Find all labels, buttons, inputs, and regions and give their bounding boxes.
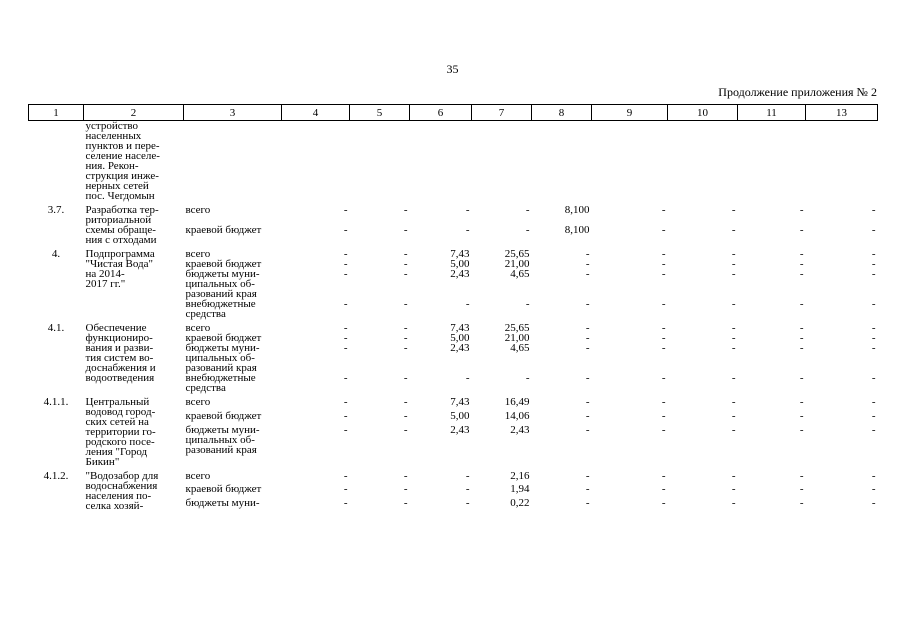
- row-number: [29, 121, 84, 202]
- value-cell: -: [403, 372, 408, 384]
- value-cell: -: [465, 470, 470, 482]
- value-cell: 25,65: [504, 322, 530, 334]
- value-cell: -: [799, 322, 804, 334]
- value-cell: -: [343, 322, 348, 334]
- value-cell: -: [661, 298, 666, 310]
- value-cell: -: [403, 248, 408, 260]
- page-number: 35: [446, 62, 459, 76]
- row-name: Центральный водовод город- ских сетей на территории го- родского посе- ления "Город Бикин": [85, 396, 156, 468]
- value-cell: 2,43: [450, 424, 470, 436]
- column-header: 9: [592, 105, 668, 121]
- value-cell: -: [465, 372, 470, 384]
- funding-source: краевой бюджет: [185, 410, 262, 422]
- value-cell: -: [799, 424, 804, 436]
- value-cell: -: [661, 258, 666, 270]
- row-name: Обеспечение функциониро- вания и разви- тия систем во- доснабжения и водоотведения: [85, 322, 156, 384]
- value-cell: -: [525, 372, 530, 384]
- value-cell: -: [731, 410, 736, 422]
- column-header: 3: [184, 105, 282, 121]
- funding-source: внебюджетные средства: [185, 372, 256, 394]
- value-cell: 2,43: [450, 342, 470, 354]
- value-cell: -: [871, 224, 876, 236]
- value-cell: -: [403, 322, 408, 334]
- value-cell: -: [343, 470, 348, 482]
- value-cell: -: [871, 496, 876, 509]
- value-cell: -: [871, 424, 876, 436]
- value-cell: -: [343, 372, 348, 384]
- value-cell: -: [343, 248, 348, 260]
- value-cell: -: [871, 372, 876, 384]
- value-cell: -: [731, 342, 736, 354]
- value-cell: -: [661, 204, 666, 216]
- value-cell: -: [731, 204, 736, 216]
- value-cell: 7,43: [450, 396, 470, 408]
- value-cell: -: [871, 258, 876, 270]
- value-cell: -: [343, 342, 348, 354]
- value-cell: -: [661, 322, 666, 334]
- value-cell: 2,43: [510, 424, 530, 436]
- value-cell: -: [403, 496, 408, 509]
- value-cell: 5,00: [450, 258, 470, 270]
- value-cell: -: [731, 224, 736, 236]
- value-cell: -: [403, 224, 408, 236]
- value-cell: -: [465, 204, 470, 216]
- value-cell: 21,00: [504, 258, 530, 270]
- value-cell: -: [585, 248, 590, 260]
- value-cell: -: [731, 483, 736, 496]
- value-cell: -: [661, 496, 666, 509]
- value-cell: 5,00: [450, 410, 470, 422]
- budget-table: [28, 104, 878, 515]
- value-cell: 8,100: [564, 204, 590, 216]
- value-cell: -: [661, 332, 666, 344]
- funding-source: всего: [185, 322, 211, 334]
- table-row: [29, 121, 878, 202]
- value-cell: -: [465, 298, 470, 310]
- value-cell: -: [585, 372, 590, 384]
- value-cell: -: [661, 268, 666, 280]
- value-cell: -: [343, 410, 348, 422]
- value-cell: -: [661, 372, 666, 384]
- value-cell: -: [731, 258, 736, 270]
- value-cell: -: [403, 483, 408, 496]
- value-cell: -: [525, 204, 530, 216]
- value-cell: -: [525, 298, 530, 310]
- value-cell: -: [799, 204, 804, 216]
- funding-source: всего: [185, 204, 211, 216]
- table-row: [29, 397, 878, 411]
- column-header: 1: [29, 105, 84, 121]
- value-cell: -: [731, 268, 736, 280]
- value-cell: -: [585, 342, 590, 354]
- value-cell: -: [871, 470, 876, 482]
- value-cell: -: [871, 248, 876, 260]
- value-cell: 4,65: [510, 268, 530, 280]
- value-cell: -: [731, 496, 736, 509]
- value-cell: -: [585, 298, 590, 310]
- value-cell: -: [871, 332, 876, 344]
- value-cell: -: [465, 496, 470, 509]
- value-cell: -: [799, 268, 804, 280]
- value-cell: 7,43: [450, 248, 470, 260]
- value-cell: -: [799, 396, 804, 408]
- value-cell: -: [799, 342, 804, 354]
- column-header: 10: [668, 105, 738, 121]
- value-cell: -: [343, 396, 348, 408]
- value-cell: 25,65: [504, 248, 530, 260]
- column-header: 2: [84, 105, 184, 121]
- value-cell: -: [661, 224, 666, 236]
- value-cell: -: [343, 224, 348, 236]
- value-cell: -: [661, 424, 666, 436]
- funding-source: краевой бюджет: [185, 258, 262, 270]
- value-cell: -: [731, 298, 736, 310]
- value-cell: -: [799, 372, 804, 384]
- continuation-label: Продолжение приложения № 2: [718, 85, 877, 99]
- value-cell: -: [403, 424, 408, 436]
- value-cell: -: [585, 483, 590, 496]
- value-cell: -: [661, 483, 666, 496]
- value-cell: -: [799, 332, 804, 344]
- value-cell: 14,06: [504, 410, 530, 422]
- value-cell: -: [799, 258, 804, 270]
- value-cell: -: [731, 470, 736, 482]
- row-number: 4.1.1.: [43, 396, 69, 408]
- table-row: [29, 471, 878, 484]
- value-cell: -: [343, 298, 348, 310]
- column-header: 5: [350, 105, 410, 121]
- value-cell: -: [403, 332, 408, 344]
- funding-source: бюджеты муни- ципальных об- разований края: [185, 424, 260, 456]
- value-cell: -: [465, 224, 470, 236]
- table-body: [29, 121, 878, 516]
- value-cell: -: [799, 483, 804, 496]
- value-cell: -: [799, 298, 804, 310]
- funding-source: всего: [185, 248, 211, 260]
- value-cell: -: [343, 204, 348, 216]
- value-cell: -: [871, 204, 876, 216]
- row-name: Подпрограмма "Чистая Вода" на 2014- 2017 гг.": [85, 248, 155, 290]
- row-number: 4.1.2.: [43, 470, 69, 482]
- value-cell: -: [871, 342, 876, 354]
- value-cell: -: [343, 332, 348, 344]
- value-cell: 1,94: [510, 483, 530, 496]
- value-cell: 4,65: [510, 342, 530, 354]
- funding-source: краевой бюджет: [185, 483, 262, 496]
- value-cell: -: [799, 224, 804, 236]
- value-cell: -: [343, 268, 348, 280]
- funding-source: бюджеты муни-: [185, 496, 260, 509]
- value-cell: -: [871, 396, 876, 408]
- row-number: 4.1.: [47, 322, 65, 334]
- value-cell: 2,16: [510, 470, 530, 482]
- value-cell: -: [403, 470, 408, 482]
- value-cell: -: [661, 342, 666, 354]
- value-cell: 2,43: [450, 268, 470, 280]
- funding-source: краевой бюджет: [185, 332, 262, 344]
- value-cell: -: [585, 470, 590, 482]
- row-number: 3.7.: [47, 204, 65, 216]
- value-cell: -: [343, 483, 348, 496]
- value-cell: -: [871, 322, 876, 334]
- value-cell: -: [731, 322, 736, 334]
- value-cell: -: [661, 248, 666, 260]
- value-cell: -: [343, 424, 348, 436]
- value-cell: -: [585, 258, 590, 270]
- value-cell: -: [585, 332, 590, 344]
- row-number: 4.: [51, 248, 61, 260]
- header-row: [29, 105, 878, 121]
- funding-source: бюджеты муни- ципальных об- разований края: [185, 342, 260, 374]
- row-name: "Водозабор для водоснабжения населения по- селка хозяй-: [85, 470, 159, 512]
- column-header: 7: [472, 105, 532, 121]
- value-cell: 5,00: [450, 332, 470, 344]
- value-cell: -: [871, 410, 876, 422]
- value-cell: -: [799, 496, 804, 509]
- row-spacer: [29, 511, 878, 515]
- value-cell: -: [871, 483, 876, 496]
- value-cell: -: [403, 268, 408, 280]
- value-cell: -: [585, 396, 590, 408]
- column-header: 8: [532, 105, 592, 121]
- value-cell: -: [403, 410, 408, 422]
- value-cell: -: [731, 396, 736, 408]
- value-cell: -: [661, 470, 666, 482]
- value-cell: -: [585, 268, 590, 280]
- value-cell: -: [799, 248, 804, 260]
- value-cell: -: [731, 332, 736, 344]
- value-cell: 21,00: [504, 332, 530, 344]
- column-header: 11: [738, 105, 806, 121]
- value-cell: -: [465, 483, 470, 496]
- value-cell: -: [343, 496, 348, 509]
- funding-source: всего: [185, 396, 211, 408]
- value-cell: -: [403, 258, 408, 270]
- value-cell: 7,43: [450, 322, 470, 334]
- funding-source: внебюджетные средства: [185, 298, 256, 320]
- value-cell: -: [525, 224, 530, 236]
- column-header: 13: [806, 105, 878, 121]
- value-cell: -: [585, 322, 590, 334]
- value-cell: -: [661, 410, 666, 422]
- value-cell: -: [871, 298, 876, 310]
- value-cell: -: [731, 372, 736, 384]
- value-cell: 16,49: [504, 396, 530, 408]
- value-cell: -: [731, 424, 736, 436]
- value-cell: -: [799, 470, 804, 482]
- row-name: устройство населенных пунктов и пере- селение населе- ния. Рекон- струкция инже- нерных сетей пос. Чегдомын: [85, 120, 160, 202]
- value-cell: -: [871, 268, 876, 280]
- value-cell: -: [403, 342, 408, 354]
- column-header: 6: [410, 105, 472, 121]
- column-header: 4: [282, 105, 350, 121]
- value-cell: -: [585, 410, 590, 422]
- value-cell: -: [403, 204, 408, 216]
- value-cell: -: [403, 396, 408, 408]
- table-row: [29, 205, 878, 225]
- value-cell: -: [585, 496, 590, 509]
- value-cell: -: [799, 410, 804, 422]
- value-cell: -: [661, 396, 666, 408]
- value-cell: -: [731, 248, 736, 260]
- value-cell: -: [403, 298, 408, 310]
- value-cell: -: [585, 424, 590, 436]
- value-cell: -: [343, 258, 348, 270]
- funding-source: краевой бюджет: [185, 224, 262, 236]
- value-cell: 8,100: [564, 224, 590, 236]
- value-cell: 0,22: [510, 496, 530, 509]
- funding-source: бюджеты муни- ципальных об- разований края: [185, 268, 260, 300]
- funding-source: всего: [185, 470, 211, 482]
- row-name: Разработка тер- риториальной схемы обраще- ния с отходами: [85, 204, 159, 246]
